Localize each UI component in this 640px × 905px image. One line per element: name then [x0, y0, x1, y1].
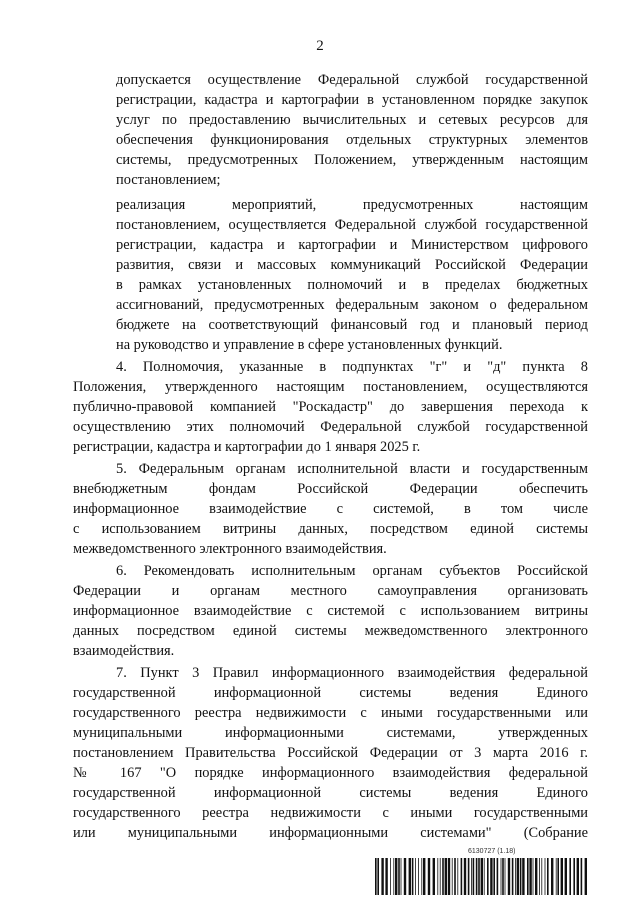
text-line: информационное взаимодействие с системой, в том числе	[73, 501, 588, 517]
barcode-bar	[551, 858, 553, 895]
text-line: регистрации, кадастра и картографии в установленном порядке закупок	[116, 92, 588, 108]
text-line: реализация мероприятий, предусмотренных настоящим	[116, 197, 588, 213]
barcode-bar	[398, 858, 400, 895]
barcode-bar	[381, 858, 383, 895]
barcode-bar	[484, 858, 485, 895]
barcode-bar	[505, 858, 506, 895]
barcode-bar	[445, 858, 447, 895]
barcode-bar	[390, 858, 391, 895]
barcode-bar	[517, 858, 519, 895]
barcode-bar	[561, 858, 563, 895]
barcode-bar	[433, 858, 435, 895]
text-line: государственного реестра недвижимости с иными государственными	[73, 805, 588, 821]
text-line: Федерации и органам местного самоуправления организовать	[73, 583, 588, 599]
barcode-bar	[481, 858, 483, 895]
barcode-bar	[461, 858, 463, 895]
text-line: 4. Полномочия, указанные в подпунктах "г" и "д" пункта 8	[116, 359, 588, 375]
barcode-bar	[393, 858, 394, 895]
barcode-bar	[478, 858, 480, 895]
text-line: постановлением, осуществляется Федеральной службой государственной	[116, 217, 588, 233]
barcode-bar	[409, 858, 411, 895]
text-line: информационное взаимодействие с системой с использованием витрины	[73, 603, 588, 619]
text-line: государственного реестра недвижимости с иными государственными или	[73, 705, 588, 721]
text-line: публично-правовой компанией "Роскадастр" до завершения перехода к	[73, 399, 588, 415]
text-line: № 167 "О порядке информационного взаимодействия федеральной	[73, 765, 588, 781]
text-line: с использованием витрины данных, посредством единой системы	[73, 521, 588, 537]
paragraph	[73, 357, 588, 457]
barcode-bar	[501, 858, 502, 895]
barcode-bar	[440, 858, 441, 895]
text-line: регистрации, кадастра и картографии до 1 января 2025 г.	[73, 439, 421, 455]
barcode-bar	[428, 858, 430, 895]
barcode-bar	[556, 858, 557, 895]
text-line: межведомственного электронного взаимодействия.	[73, 541, 387, 557]
text-line: 6. Рекомендовать исполнительным органам субъектов Российской	[116, 563, 588, 579]
text-line: внебюджетным фондам Российской Федерации обеспечить	[73, 481, 588, 497]
text-line: государственной информационной системы ведения Единого	[73, 785, 588, 801]
text-line: постановлением;	[116, 172, 221, 188]
barcode	[375, 858, 588, 895]
barcode-bar	[448, 858, 450, 895]
text-line: ассигнований, предусмотренных федеральным законом о федеральном	[116, 297, 588, 313]
barcode-bar	[545, 858, 546, 895]
barcode-bar	[533, 858, 534, 895]
text-line: 7. Пункт 3 Правил информационного взаимодействия федеральной	[116, 665, 588, 681]
barcode-bar	[497, 858, 499, 895]
paragraph	[73, 561, 588, 661]
barcode-bar	[464, 858, 466, 895]
text-line: развития, связи и массовых коммуникаций Российской Федерации	[116, 257, 588, 273]
barcode-bar	[529, 858, 531, 895]
barcode-bar	[522, 858, 524, 895]
barcode-bar	[527, 858, 529, 895]
barcode-bar	[577, 858, 579, 895]
barcode-bar	[502, 858, 504, 895]
barcode-bar	[487, 858, 489, 895]
text-line: муниципальными информационными системами, утвержденных	[73, 725, 588, 741]
barcode-bar	[468, 858, 470, 895]
barcode-bar	[581, 858, 583, 895]
barcode-bar	[385, 858, 387, 895]
barcode-bar	[547, 858, 549, 895]
paragraph	[73, 459, 588, 559]
barcode-bar	[585, 858, 587, 895]
barcode-bar	[437, 858, 438, 895]
text-line: или муниципальными информационными системами" (Собрание	[73, 825, 588, 841]
paragraph	[73, 195, 588, 355]
text-line: допускается осуществление Федеральной службой государственной	[116, 72, 588, 88]
barcode-bar	[418, 858, 419, 895]
text-line: в рамках установленных полномочий и в пределах бюджетных	[116, 277, 588, 293]
barcode-bar	[471, 858, 472, 895]
paragraph	[73, 663, 588, 843]
barcode-bar	[415, 858, 416, 895]
text-line: услуг по предоставлению вычислительных и сетевых ресурсов для	[116, 112, 588, 128]
text-line: системы, предусмотренных Положением, утвержденным настоящим	[116, 152, 588, 168]
text-line: взаимодействия.	[73, 643, 175, 659]
text-line: данных посредством единой системы межведомственного электронного	[73, 623, 588, 639]
barcode-bar	[377, 858, 379, 895]
barcode-bar	[395, 858, 397, 895]
barcode-bar	[557, 858, 559, 895]
barcode-bar	[452, 858, 453, 895]
text-line: на руководство и управление в сфере установленных функций.	[116, 337, 503, 353]
barcode-bar	[539, 858, 540, 895]
barcode-bar	[535, 858, 537, 895]
document-code: 6130727 (1.18)	[468, 848, 516, 855]
barcode-bar	[508, 858, 510, 895]
barcode-bar	[454, 858, 456, 895]
barcode-bar	[375, 858, 377, 895]
barcode-bar	[401, 858, 402, 895]
barcode-bar	[565, 858, 567, 895]
barcode-bar	[512, 858, 514, 895]
text-line: регистрации, кадастра и картографии и Министерством цифрового	[116, 237, 588, 253]
barcode-bar	[541, 858, 542, 895]
barcode-bar	[421, 858, 422, 895]
barcode-bar	[569, 858, 571, 895]
paragraph	[73, 70, 588, 190]
barcode-bar	[473, 858, 475, 895]
barcode-bar	[476, 858, 478, 895]
barcode-bar	[412, 858, 414, 895]
barcode-bar	[404, 858, 406, 895]
text-line: Положения, утвержденного настоящим постановлением, осуществляются	[73, 379, 588, 395]
page-number: 2	[316, 38, 324, 54]
barcode-bar	[457, 858, 458, 895]
text-line: осуществлению этих полномочий Федеральной службой государственной	[73, 419, 588, 435]
barcode-bar	[423, 858, 425, 895]
barcode-bar	[442, 858, 444, 895]
barcode-bar	[490, 858, 492, 895]
text-line: 5. Федеральным органам исполнительной власти и государственным	[116, 461, 588, 477]
document-body	[73, 70, 588, 843]
text-line: постановлением Правительства Российской Федерации от 3 марта 2016 г.	[73, 745, 588, 761]
text-line: государственной информационной системы ведения Единого	[73, 685, 588, 701]
barcode-bar	[520, 858, 522, 895]
barcode-bar	[515, 858, 516, 895]
text-line: бюджете на соответствующий финансовый год и плановый период	[116, 317, 588, 333]
barcode-bar	[573, 858, 575, 895]
barcode-bar	[493, 858, 495, 895]
text-line: обеспечения функционирования отдельных структурных элементов	[116, 132, 588, 148]
